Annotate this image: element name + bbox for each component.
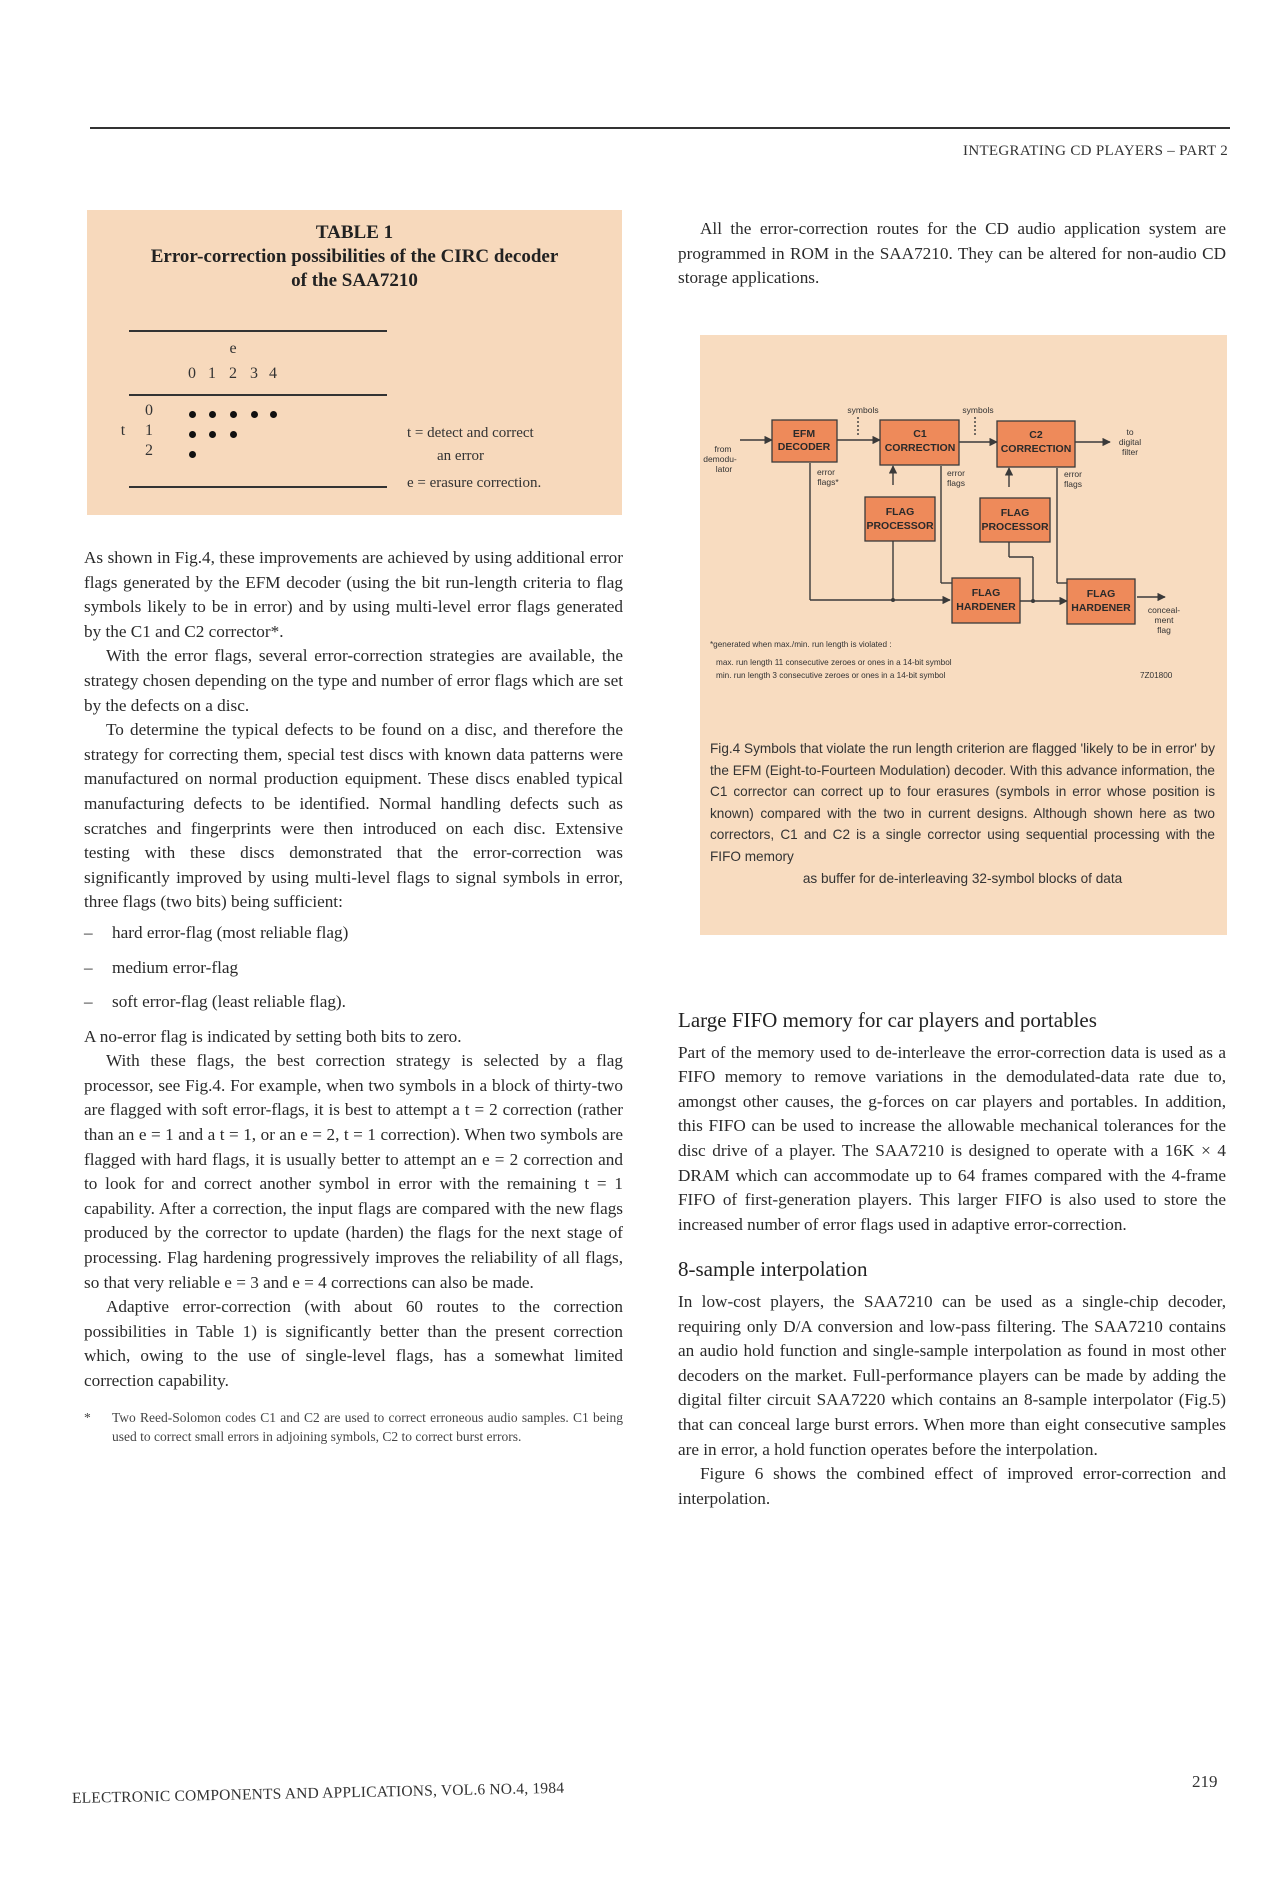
- table-cell-dot: [230, 411, 237, 418]
- svg-text:HARDENER: HARDENER: [1071, 602, 1131, 614]
- svg-text:filter: filter: [1121, 447, 1139, 457]
- table-cell-dot: [189, 431, 196, 438]
- svg-text:HARDENER: HARDENER: [956, 601, 1016, 613]
- note-line-3: min. run length 3 consecutive zeroes or ones in a 14-bit symbol: [716, 671, 946, 680]
- paragraph: All the error-correction routes for the CD audio application system are programmed in ROM in the SAA7210. They can be altered for non-audio CD storage applications.: [678, 219, 1226, 288]
- page-number: 219: [1192, 1772, 1218, 1791]
- svg-text:ment: ment: [1154, 615, 1174, 625]
- table-label: TABLE 1: [315, 222, 394, 243]
- svg-text:symbols: symbols: [962, 405, 994, 415]
- list-item: – soft error-flag (least reliable flag).: [84, 992, 346, 1012]
- svg-text:digital: digital: [1118, 437, 1142, 447]
- table-1: [87, 210, 622, 515]
- svg-text:FLAG: FLAG: [885, 506, 915, 518]
- flag-processor-1-block: [865, 497, 935, 541]
- footnote: * Two Reed-Solomon codes C1 and C2 are used to correct erroneous audio samples. C1 being used to correct small errors in adjoining symbols, C2 to correct burst errors.: [84, 1409, 623, 1444]
- svg-text:DECODER: DECODER: [777, 441, 831, 453]
- row-header-0: 0: [145, 402, 153, 419]
- right-column-intro: [678, 217, 1226, 291]
- table-cell-dot: [270, 411, 277, 418]
- block-diagram: [700, 335, 1227, 735]
- legend-e: e = erasure correction.: [407, 475, 542, 491]
- running-head: INTEGRATING CD PLAYERS – PART 2: [963, 143, 1228, 159]
- svg-text:CORRECTION: CORRECTION: [884, 442, 956, 454]
- svg-text:flags: flags: [1064, 479, 1082, 489]
- svg-text:from: from: [714, 444, 732, 454]
- paragraph: Figure 6 shows the combined effect of improved error-correction and interpolation.: [678, 1464, 1226, 1508]
- svg-text:to: to: [1126, 427, 1134, 437]
- svg-text:C2: C2: [1029, 429, 1043, 441]
- section-heading: 8-sample interpolation: [678, 1257, 868, 1282]
- table-cell-dot: [230, 431, 237, 438]
- row-axis-label: t: [120, 422, 126, 439]
- column-axis-label: e: [229, 340, 237, 357]
- table-bottom-rule: [129, 486, 387, 488]
- column-header-3: 3: [250, 365, 258, 382]
- paragraph: With the error flags, several error-correction strategies are available, the strategy chosen depending on the type and number of error flags which are set by the defects on a disc.: [84, 646, 623, 715]
- svg-text:CORRECTION: CORRECTION: [1000, 443, 1072, 455]
- row-header-1: 1: [145, 422, 153, 439]
- row-header-2: 2: [145, 442, 153, 459]
- paragraph: Adaptive error-correction (with about 60 routes to the correction possibilities in Table 1) is significantly better than the present correction which, owing to the use of single-level flags, has a somewhat limited correction capability.: [84, 1297, 623, 1390]
- svg-text:error: error: [1064, 469, 1082, 479]
- svg-text:PROCESSOR: PROCESSOR: [981, 521, 1049, 533]
- left-column: [84, 546, 623, 1446]
- table-cell-dot: [251, 411, 258, 418]
- svg-text:conceal-: conceal-: [1147, 605, 1181, 615]
- svg-text:error: error: [947, 468, 965, 478]
- table-cell-dot: [209, 411, 216, 418]
- paragraph: To determine the typical defects to be found on a disc, and therefore the strategy for correcting them, special test discs with known data patterns were manufactured on normal production equipment. These discs enabled typical manufacturing defects to be identified. Normal handling defects such as scratches and fingerprints were then introduced on each disc. Extensive testing with these discs demonstrated that the error-correction was significantly improved by using multi-level flags to signal symbols in error, three flags (two bits) being sufficient:: [84, 720, 623, 912]
- flag-processor-2-block: [980, 498, 1050, 542]
- svg-text:FLAG: FLAG: [971, 587, 1001, 599]
- paragraph: As shown in Fig.4, these improvements are achieved by using additional error flags generated by the EFM decoder (using the bit run-length criteria to flag symbols likely to be in error) and by using multi-level error flags generated by the C1 and C2 corrector*.: [84, 548, 623, 641]
- list-item: – hard error-flag (most reliable flag): [84, 922, 349, 942]
- paragraph: Part of the memory used to de-interleave the error-correction data is used as a FIFO memory to remove variations in the demodulated-data rate due to, amongst other causes, the g-forces on car players and portables. In addition, this FIFO can be used to increase the allowable mechanical tolerances for the disc drive of a player. The SAA7210 is designed to operate with a 16K × 4 DRAM which can accommodate up to 64 frames compared with the 4-frame FIFO of first-generation players. This larger FIFO is also used to store the increased number of error flags used in adaptive error-correction.: [678, 1042, 1226, 1234]
- header-rule: [90, 127, 1230, 129]
- note-line-2: max. run length 11 consecutive zeroes or ones in a 14-bit symbol: [716, 658, 952, 667]
- svg-text:PROCESSOR: PROCESSOR: [866, 520, 934, 532]
- svg-text:FLAG: FLAG: [1086, 588, 1116, 600]
- svg-text:EFM: EFM: [792, 428, 816, 440]
- table-title-line2: of the SAA7210: [291, 270, 418, 291]
- svg-text:lator: lator: [715, 464, 733, 474]
- paragraph: A no-error flag is indicated by setting both bits to zero.: [84, 1026, 462, 1046]
- right-column: [678, 1008, 1226, 1511]
- svg-text:C1: C1: [913, 428, 927, 440]
- journal-footer: ELECTRONIC COMPONENTS AND APPLICATIONS, VOL.6 NO.4, 1984: [71, 1779, 565, 1807]
- section-heading: Large FIFO memory for car players and portables: [678, 1008, 1097, 1032]
- svg-text:flag: flag: [1157, 625, 1171, 635]
- list-item: – medium error-flag: [84, 957, 239, 977]
- paragraph: With these flags, the best correction strategy is selected by a flag processor, see Fig.4. For example, when two symbols in a block of thirty-two are flagged with soft error-flags, it is best to attempt a t = 2 correction (rather than an e = 1 and a t = 1, or an e = 2, t = 1 correction). When two symbols are flagged with hard flags, it is usually better to attempt an e = 2 correction and to look for and correct another symbol in error with the remaining t = 1 capability. After a correction, the input flags are compared with the new flags produced by the corrector to update (harden) the flags for the next stage of processing. Flag hardening progressively improves the reliability of all flags, so that very reliable e = 3 and e = 4 corrections can also be made.: [84, 1051, 623, 1292]
- table-cell-dot: [189, 411, 196, 418]
- legend-t-cont: an error: [437, 448, 485, 464]
- svg-text:error: error: [817, 467, 835, 477]
- column-header-0: 0: [188, 365, 196, 382]
- paragraph: In low-cost players, the SAA7210 can be used as a single-chip decoder, requiring only D/A conversion and low-pass filtering. The SAA7210 contains an audio hold function and single-sample interpolation as found in most other decoders on the market. Full-performance players can be made by adding the digital filter circuit SAA7220 which contains an 8-sample interpolator (Fig.5) that can conceal large burst errors. When more than eight consecutive samples are in error, a hold function operates before the interpolation.: [678, 1291, 1226, 1459]
- column-header-2: 2: [229, 365, 237, 382]
- svg-text:FLAG: FLAG: [1000, 507, 1030, 519]
- figure-code: 7Z01800: [1140, 671, 1173, 680]
- table-title-line1: Error-correction possibilities of the CIRC decoder: [150, 246, 559, 267]
- svg-text:flags: flags: [947, 478, 965, 488]
- table-header-rule: [129, 394, 387, 396]
- note-line-1: *generated when max./min. run length is violated :: [710, 640, 892, 649]
- svg-text:flags*: flags*: [817, 477, 839, 487]
- table-cell-dot: [209, 431, 216, 438]
- svg-text:demodu-: demodu-: [703, 454, 737, 464]
- table-cell-dot: [189, 451, 196, 458]
- legend-t: t = detect and correct: [407, 425, 534, 441]
- column-header-1: 1: [208, 365, 216, 382]
- figure-4-caption: Fig.4 Symbols that violate the run length criterion are flagged 'likely to be in error' by the EFM (Eight-to-Fourteen Modulation) decoder. With this advance information, the C1 corrector can correct up to four erasures (symbols in error whose position is known) compared with the two in current designs. Although shown here as two correctors, C1 and C2 is a single corrector using sequential processing with the FIFO memory as buffer for de-interleaving 32-symbol blocks of data: [710, 741, 1215, 886]
- column-header-4: 4: [269, 365, 277, 382]
- svg-text:symbols: symbols: [847, 405, 879, 415]
- table-top-rule: [129, 330, 387, 332]
